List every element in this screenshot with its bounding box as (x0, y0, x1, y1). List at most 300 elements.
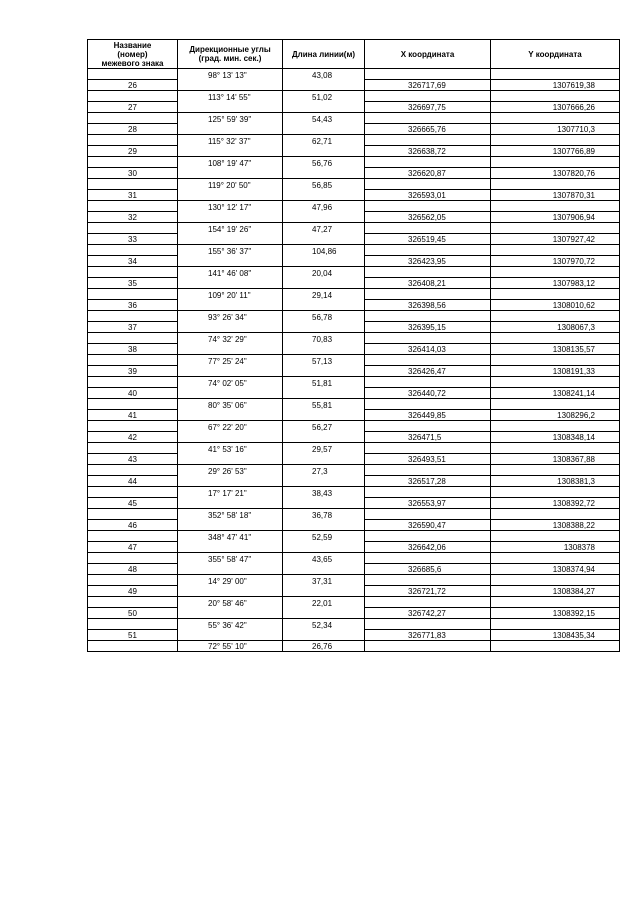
name-cell: 26 (88, 80, 178, 91)
point-row (88, 212, 620, 223)
x-cell (365, 509, 491, 520)
name-cell (88, 267, 178, 278)
angle-cell (178, 498, 283, 509)
name-cell (88, 91, 178, 102)
angle-cell (178, 102, 283, 113)
name-cell (88, 201, 178, 212)
name-cell (88, 333, 178, 344)
header-name-line3: межевого знака (101, 58, 164, 68)
segment-row (88, 289, 620, 300)
angle-cell (178, 256, 283, 267)
angle-cell: 77° 25' 24" (178, 355, 283, 366)
length-cell: 37,31 (283, 575, 365, 586)
x-cell: 326593,01 (365, 190, 491, 201)
y-cell (491, 135, 620, 146)
length-cell: 57,13 (283, 355, 365, 366)
segment-row (88, 509, 620, 520)
length-cell: 56,27 (283, 421, 365, 432)
name-cell: 34 (88, 256, 178, 267)
length-cell: 29,14 (283, 289, 365, 300)
y-cell (491, 113, 620, 124)
x-cell (365, 201, 491, 212)
segment-row (88, 487, 620, 498)
length-cell (283, 278, 365, 289)
x-cell: 326620,87 (365, 168, 491, 179)
y-cell (491, 289, 620, 300)
x-cell: 326665,76 (365, 124, 491, 135)
length-cell (283, 322, 365, 333)
angle-cell (178, 520, 283, 531)
name-cell (88, 355, 178, 366)
point-row (88, 300, 620, 311)
x-cell: 326449,85 (365, 410, 491, 421)
point-row (88, 564, 620, 575)
point-row (88, 388, 620, 399)
length-cell (283, 608, 365, 619)
angle-cell: 352° 58' 18" (178, 509, 283, 520)
x-cell: 326742,27 (365, 608, 491, 619)
segment-row (88, 223, 620, 234)
name-cell: 27 (88, 102, 178, 113)
length-cell: 52,34 (283, 619, 365, 630)
point-row (88, 190, 620, 201)
length-cell: 43,65 (283, 553, 365, 564)
y-cell: 1308241,14 (491, 388, 620, 399)
angle-cell: 109° 20' 11" (178, 289, 283, 300)
segment-row (88, 377, 620, 388)
name-cell: 41 (88, 410, 178, 421)
segment-row (88, 333, 620, 344)
angle-cell (178, 608, 283, 619)
y-cell: 1307619,38 (491, 80, 620, 91)
length-cell: 51,81 (283, 377, 365, 388)
name-cell: 49 (88, 586, 178, 597)
x-cell: 326519,45 (365, 234, 491, 245)
angle-cell (178, 168, 283, 179)
x-cell: 326562,05 (365, 212, 491, 223)
name-cell (88, 531, 178, 542)
angle-cell (178, 234, 283, 245)
name-cell (88, 377, 178, 388)
angle-cell: 74° 02' 05" (178, 377, 283, 388)
name-cell: 48 (88, 564, 178, 575)
angle-cell: 14° 29' 00" (178, 575, 283, 586)
segment-row (88, 201, 620, 212)
x-cell: 326697,75 (365, 102, 491, 113)
x-cell: 326395,15 (365, 322, 491, 333)
y-cell (491, 179, 620, 190)
x-cell: 326414,03 (365, 344, 491, 355)
angle-cell: 93° 26' 34" (178, 311, 283, 322)
length-cell: 104,86 (283, 245, 365, 256)
point-row (88, 168, 620, 179)
x-cell (365, 113, 491, 124)
y-cell: 1307870,31 (491, 190, 620, 201)
x-cell: 326685,6 (365, 564, 491, 575)
length-cell: 22,01 (283, 597, 365, 608)
angle-cell (178, 190, 283, 201)
segment-row (88, 619, 620, 630)
x-cell (365, 69, 491, 80)
angle-cell (178, 124, 283, 135)
segment-row (88, 245, 620, 256)
name-cell (88, 575, 178, 586)
angle-cell: 80° 35' 06" (178, 399, 283, 410)
point-row (88, 256, 620, 267)
angle-cell (178, 454, 283, 465)
angle-cell (178, 564, 283, 575)
y-cell (491, 641, 620, 652)
name-cell (88, 289, 178, 300)
name-cell (88, 619, 178, 630)
angle-cell (178, 432, 283, 443)
y-cell: 1308374,94 (491, 564, 620, 575)
y-cell (491, 377, 620, 388)
name-cell: 43 (88, 454, 178, 465)
x-cell (365, 421, 491, 432)
segment-row (88, 355, 620, 366)
segment-row (88, 267, 620, 278)
x-cell (365, 135, 491, 146)
angle-cell: 154° 19' 26" (178, 223, 283, 234)
length-cell (283, 102, 365, 113)
table-body (88, 69, 620, 652)
name-cell: 33 (88, 234, 178, 245)
segment-row (88, 443, 620, 454)
y-cell: 1308378 (491, 542, 620, 553)
y-cell (491, 399, 620, 410)
x-cell (365, 553, 491, 564)
angle-cell: 119° 20' 50" (178, 179, 283, 190)
x-cell (365, 619, 491, 630)
angle-cell: 155° 36' 37" (178, 245, 283, 256)
y-cell: 1308381,3 (491, 476, 620, 487)
segment-row (88, 421, 620, 432)
name-cell (88, 597, 178, 608)
angle-cell: 130° 12' 17" (178, 201, 283, 212)
y-cell (491, 619, 620, 630)
length-cell: 36,78 (283, 509, 365, 520)
y-cell (491, 597, 620, 608)
length-cell: 43,08 (283, 69, 365, 80)
segment-row (88, 135, 620, 146)
header-x: X координата (365, 40, 491, 69)
length-cell (283, 454, 365, 465)
name-cell: 39 (88, 366, 178, 377)
point-row (88, 234, 620, 245)
segment-row (88, 465, 620, 476)
segment-row (88, 531, 620, 542)
length-cell (283, 366, 365, 377)
header-angle-line1: Дирекционные углы (189, 45, 271, 54)
point-row (88, 586, 620, 597)
boundary-coordinates-table (87, 39, 620, 652)
length-cell: 29,57 (283, 443, 365, 454)
name-cell (88, 399, 178, 410)
name-cell: 51 (88, 630, 178, 641)
point-row (88, 102, 620, 113)
name-cell (88, 113, 178, 124)
y-cell (491, 157, 620, 168)
name-cell: 44 (88, 476, 178, 487)
segment-row (88, 553, 620, 564)
length-cell (283, 300, 365, 311)
length-cell: 54,43 (283, 113, 365, 124)
y-cell (491, 553, 620, 564)
y-cell (491, 509, 620, 520)
name-cell: 28 (88, 124, 178, 135)
point-row (88, 344, 620, 355)
y-cell: 1308067,3 (491, 322, 620, 333)
y-cell: 1308191,33 (491, 366, 620, 377)
point-row (88, 542, 620, 553)
name-cell (88, 509, 178, 520)
segment-row (88, 157, 620, 168)
name-cell (88, 69, 178, 80)
y-cell (491, 465, 620, 476)
y-cell: 1308348,14 (491, 432, 620, 443)
y-cell: 1307983,12 (491, 278, 620, 289)
y-cell (491, 311, 620, 322)
angle-cell: 141° 46' 08" (178, 267, 283, 278)
length-cell: 62,71 (283, 135, 365, 146)
angle-cell (178, 212, 283, 223)
x-cell: 326440,72 (365, 388, 491, 399)
x-cell: 326493,51 (365, 454, 491, 465)
y-cell (491, 91, 620, 102)
x-cell: 326471,5 (365, 432, 491, 443)
angle-cell (178, 300, 283, 311)
y-cell (491, 487, 620, 498)
segment-row (88, 91, 620, 102)
angle-cell: 67° 22' 20" (178, 421, 283, 432)
name-cell (88, 421, 178, 432)
y-cell (491, 443, 620, 454)
x-cell (365, 223, 491, 234)
y-cell: 1307820,76 (491, 168, 620, 179)
angle-cell: 115° 32' 37" (178, 135, 283, 146)
point-row (88, 124, 620, 135)
x-cell (365, 641, 491, 652)
length-cell (283, 124, 365, 135)
length-cell (283, 498, 365, 509)
name-cell (88, 157, 178, 168)
name-cell: 36 (88, 300, 178, 311)
y-cell (491, 355, 620, 366)
x-cell (365, 597, 491, 608)
angle-cell (178, 322, 283, 333)
length-cell (283, 410, 365, 421)
y-cell: 1308384,27 (491, 586, 620, 597)
angle-cell: 98° 13' 13" (178, 69, 283, 80)
angle-cell: 41° 53' 16" (178, 443, 283, 454)
name-cell: 45 (88, 498, 178, 509)
y-cell: 1308435,34 (491, 630, 620, 641)
segment-row (88, 113, 620, 124)
point-row (88, 278, 620, 289)
x-cell (365, 377, 491, 388)
x-cell (365, 157, 491, 168)
length-cell: 20,04 (283, 267, 365, 278)
name-cell: 50 (88, 608, 178, 619)
y-cell (491, 201, 620, 212)
y-cell: 1308392,15 (491, 608, 620, 619)
x-cell (365, 289, 491, 300)
segment-row (88, 575, 620, 586)
name-cell (88, 311, 178, 322)
point-row (88, 432, 620, 443)
name-cell: 31 (88, 190, 178, 201)
y-cell: 1308135,57 (491, 344, 620, 355)
length-cell: 47,96 (283, 201, 365, 212)
name-cell (88, 245, 178, 256)
point-row (88, 476, 620, 487)
x-cell: 326590,47 (365, 520, 491, 531)
segment-row (88, 399, 620, 410)
angle-cell: 55° 36' 42" (178, 619, 283, 630)
point-row (88, 498, 620, 509)
angle-cell (178, 366, 283, 377)
angle-cell (178, 388, 283, 399)
length-cell (283, 146, 365, 157)
length-cell (283, 432, 365, 443)
length-cell (283, 520, 365, 531)
point-row (88, 520, 620, 531)
length-cell: 27,3 (283, 465, 365, 476)
x-cell (365, 465, 491, 476)
length-cell: 47,27 (283, 223, 365, 234)
length-cell: 56,78 (283, 311, 365, 322)
x-cell: 326721,72 (365, 586, 491, 597)
y-cell: 1308296,2 (491, 410, 620, 421)
x-cell (365, 245, 491, 256)
x-cell: 326517,28 (365, 476, 491, 487)
x-cell: 326638,72 (365, 146, 491, 157)
name-cell (88, 553, 178, 564)
name-cell (88, 223, 178, 234)
name-cell: 37 (88, 322, 178, 333)
segment-row (88, 597, 620, 608)
x-cell: 326408,21 (365, 278, 491, 289)
angle-cell: 20° 58' 46" (178, 597, 283, 608)
length-cell (283, 630, 365, 641)
angle-cell: 355° 58' 47" (178, 553, 283, 564)
name-cell: 30 (88, 168, 178, 179)
x-cell: 326426,47 (365, 366, 491, 377)
y-cell: 1308010,62 (491, 300, 620, 311)
angle-cell (178, 630, 283, 641)
length-cell (283, 190, 365, 201)
name-cell (88, 443, 178, 454)
length-cell (283, 80, 365, 91)
x-cell: 326553,97 (365, 498, 491, 509)
name-cell: 47 (88, 542, 178, 553)
x-cell (365, 267, 491, 278)
y-cell (491, 223, 620, 234)
point-row (88, 454, 620, 465)
y-cell: 1307710,3 (491, 124, 620, 135)
length-cell (283, 168, 365, 179)
point-row (88, 80, 620, 91)
x-cell (365, 91, 491, 102)
length-cell (283, 344, 365, 355)
name-cell: 29 (88, 146, 178, 157)
x-cell: 326771,83 (365, 630, 491, 641)
angle-cell (178, 80, 283, 91)
length-cell: 38,43 (283, 487, 365, 498)
y-cell: 1307666,26 (491, 102, 620, 113)
y-cell (491, 333, 620, 344)
x-cell: 326423,95 (365, 256, 491, 267)
name-cell (88, 641, 178, 652)
length-cell: 51,02 (283, 91, 365, 102)
y-cell (491, 575, 620, 586)
header-name (88, 40, 178, 69)
y-cell (491, 421, 620, 432)
name-cell: 38 (88, 344, 178, 355)
point-row (88, 630, 620, 641)
x-cell (365, 311, 491, 322)
length-cell: 26,76 (283, 641, 365, 652)
x-cell (365, 575, 491, 586)
length-cell (283, 256, 365, 267)
y-cell (491, 69, 620, 80)
header-angle-line2: (град. мин. сек.) (198, 54, 262, 63)
name-cell: 32 (88, 212, 178, 223)
name-cell (88, 465, 178, 476)
name-cell: 35 (88, 278, 178, 289)
angle-cell (178, 410, 283, 421)
length-cell (283, 542, 365, 553)
length-cell: 56,76 (283, 157, 365, 168)
y-cell: 1307766,89 (491, 146, 620, 157)
y-cell (491, 245, 620, 256)
angle-cell (178, 542, 283, 553)
y-cell: 1307927,42 (491, 234, 620, 245)
x-cell: 326398,56 (365, 300, 491, 311)
y-cell (491, 267, 620, 278)
length-cell: 70,83 (283, 333, 365, 344)
header-length: Длина линии(м) (283, 40, 365, 69)
point-row (88, 608, 620, 619)
length-cell (283, 212, 365, 223)
segment-row (88, 69, 620, 80)
y-cell: 1308388,22 (491, 520, 620, 531)
length-cell (283, 564, 365, 575)
segment-row (88, 641, 620, 652)
angle-cell: 72° 55' 10" (178, 641, 283, 652)
length-cell (283, 476, 365, 487)
name-cell: 40 (88, 388, 178, 399)
segment-row (88, 179, 620, 190)
length-cell: 52,59 (283, 531, 365, 542)
y-cell: 1307906,94 (491, 212, 620, 223)
name-cell (88, 135, 178, 146)
point-row (88, 322, 620, 333)
x-cell (365, 487, 491, 498)
header-name-line1: Название (113, 40, 152, 50)
name-cell (88, 179, 178, 190)
y-cell (491, 531, 620, 542)
header-angle (178, 40, 283, 69)
angle-cell (178, 586, 283, 597)
name-cell: 46 (88, 520, 178, 531)
segment-row (88, 311, 620, 322)
x-cell: 326642,06 (365, 542, 491, 553)
header-y: Y координата (491, 40, 620, 69)
x-cell (365, 179, 491, 190)
x-cell (365, 399, 491, 410)
